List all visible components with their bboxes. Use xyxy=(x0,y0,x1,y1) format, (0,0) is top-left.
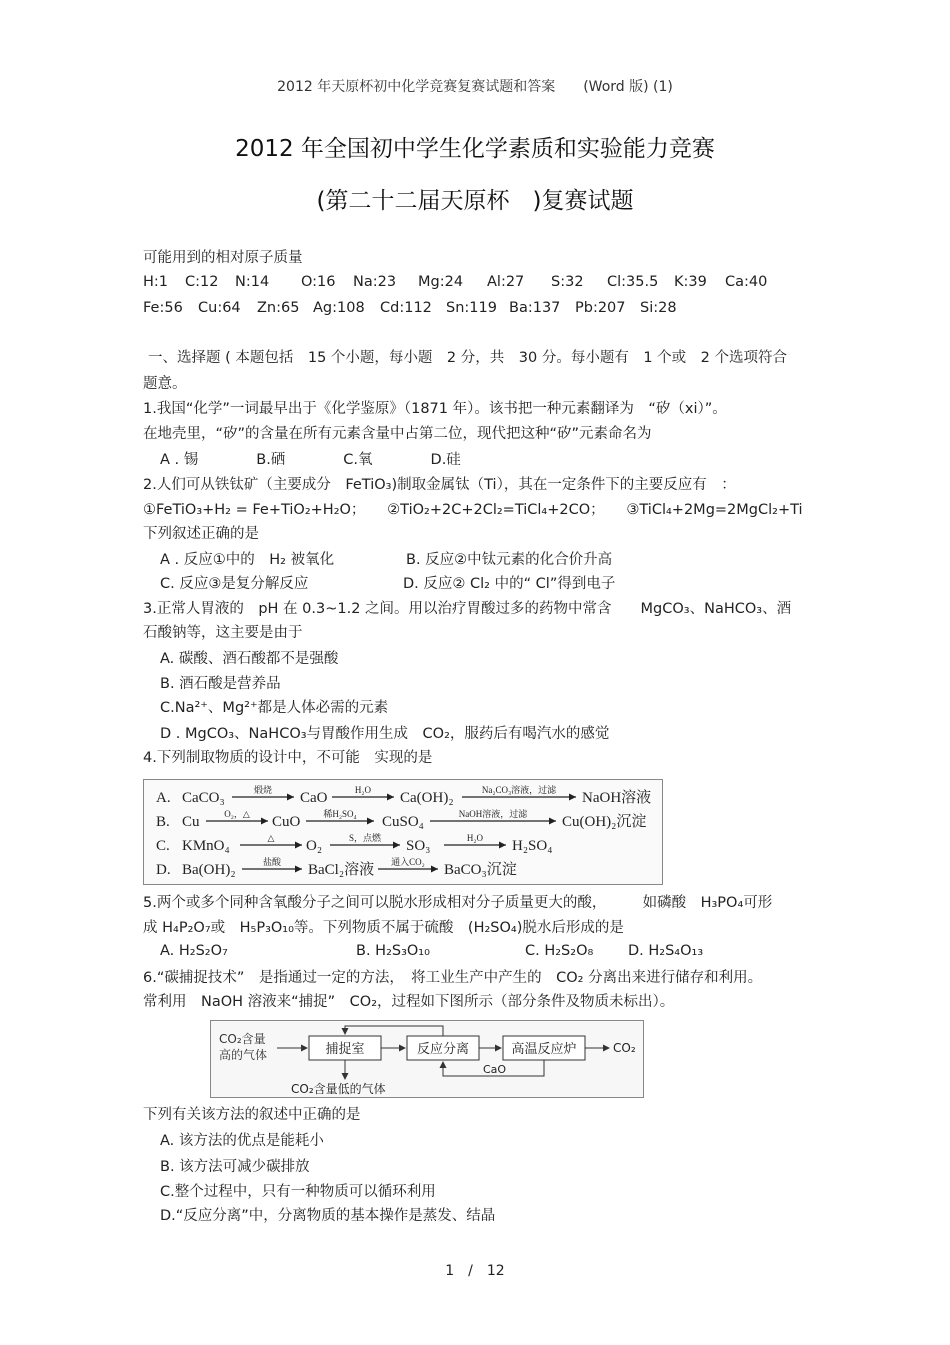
atomic-mass-item: Ca:40 xyxy=(725,274,768,290)
q1-options: A . 锡 B.硒 C.氧 D.硅 xyxy=(160,452,461,468)
q4-substance: Cu(OH)₂沉淀 xyxy=(562,814,647,830)
q4-condition: Na₂CO₃溶液，过滤 xyxy=(481,785,557,795)
q5-option-a: A. H₂S₂O₇ xyxy=(160,943,228,959)
q4-arrow-head xyxy=(431,866,438,873)
atomic-mass-item: Mg:24 xyxy=(418,274,464,290)
q4-arrow-head xyxy=(569,794,576,801)
q4-row-label: D. xyxy=(156,862,171,878)
q5-stem: 5.两个或多个同种含氧酸分子之间可以脱水形成相对分子质量更大的酸， 如磷酸 H₃PO₄可形 xyxy=(143,895,773,911)
q4-reaction-svg xyxy=(144,780,662,884)
q4-substance: CuSO₄ xyxy=(382,814,424,830)
atomic-mass-item: C:12 xyxy=(185,274,219,290)
atomic-mass-item: Cd:112 xyxy=(380,300,432,316)
atomic-mass-item: Al:27 xyxy=(487,274,525,290)
q4-condition: △ xyxy=(267,833,275,843)
diagram-low-co2-label: CO₂含量低的气体 xyxy=(291,1082,386,1096)
diagram-loop-top xyxy=(345,1026,443,1036)
q4-stem: 4.下列制取物质的设计中，不可能 实现的是 xyxy=(143,750,433,766)
q3-stem-cont: 石酸钠等，这主要是由于 xyxy=(143,625,303,641)
q4-substance: KMnO₄ xyxy=(182,838,230,854)
q4-arrow-head xyxy=(295,866,302,873)
atomic-mass-item: Ag:108 xyxy=(313,300,365,316)
atomic-mass-item: O:16 xyxy=(301,274,336,290)
atomic-mass-item: Fe:56 xyxy=(143,300,183,316)
diagram-box-furnace-label: 高温反应炉 xyxy=(511,1042,577,1057)
q6-option-c: C.整个过程中，只有一种物质可以循环利用 xyxy=(160,1184,436,1200)
q4-arrow-head xyxy=(499,842,506,849)
q4-condition: 盐酸 xyxy=(262,857,282,867)
q3-option-a: A. 碳酸、酒石酸都不是强酸 xyxy=(160,651,339,667)
q4-condition: H₂O xyxy=(354,785,372,795)
atomic-mass-item: Pb:207 xyxy=(575,300,626,316)
q4-substance: O₂ xyxy=(306,838,323,854)
q6-diagram-svg xyxy=(211,1021,643,1097)
atomic-mass-item: Sn:119 xyxy=(446,300,497,316)
atomic-mass-heading: 可能用到的相对原子质量 xyxy=(143,250,303,266)
q3-option-b: B. 酒石酸是营养品 xyxy=(160,676,281,692)
q6-stem-cont: 常利用 NaOH 溶液来“捕捉” CO₂，过程如下图所示（部分条件及物质未标出）。 xyxy=(143,994,675,1010)
title-line-1: 2012 年全国初中学生化学素质和实验能力竞赛 xyxy=(235,136,715,162)
atomic-mass-item: Ba:137 xyxy=(509,300,561,316)
q2-option-d: D. 反应② Cl₂ 中的“ Cl”得到电子 xyxy=(403,576,616,592)
diagram-input-label-1: CO₂含量 xyxy=(219,1032,266,1046)
atomic-mass-item: Cu:64 xyxy=(198,300,241,316)
q5-option-b: B. H₂S₃O₁₀ xyxy=(356,943,430,959)
q2-option-c: C. 反应③是复分解反应 xyxy=(160,576,309,592)
q6-question: 下列有关该方法的叙述中正确的是 xyxy=(143,1107,361,1123)
q6-option-b: B. 该方法可减少碳排放 xyxy=(160,1159,310,1175)
diagram-box-capture-label: 捕捉室 xyxy=(325,1042,365,1057)
q1-stem-cont: 在地壳里，“矽”的含量在所有元素含量中占第二位，现代把这种“矽”元素命名为 xyxy=(143,426,652,442)
q4-arrow-head xyxy=(287,794,294,801)
diagram-cao-label: CaO xyxy=(483,1063,507,1076)
diagram-output-label: CO₂ xyxy=(613,1041,636,1055)
atomic-mass-item: N:14 xyxy=(235,274,270,290)
page-header: 2012 年天原杯初中化学竞赛复赛试题和答案 (Word 版) (1) xyxy=(277,79,673,95)
q4-substance: SO₃ xyxy=(406,838,431,854)
diagram-box-separation-label: 反应分离 xyxy=(416,1042,470,1057)
q4-arrow-head xyxy=(295,842,302,849)
q6-stem: 6.“碳捕捉技术” 是指通过一定的方法， 将工业生产中产生的 CO₂ 分离出来进行储存和利用。 xyxy=(143,970,763,986)
q6-process-diagram xyxy=(210,1020,644,1098)
q4-arrow-head xyxy=(367,818,374,825)
q4-row-label: B. xyxy=(156,814,170,830)
q4-arrow-head xyxy=(387,794,394,801)
q2-question: 下列叙述正确的是 xyxy=(143,526,259,542)
q4-reaction-table xyxy=(143,779,663,885)
q2-option-a: A . 反应①中的 H₂ 被氧化 xyxy=(160,552,335,568)
atomic-mass-item: K:39 xyxy=(674,274,707,290)
q6-option-d: D.“反应分离”中，分离物质的基本操作是蒸发、结晶 xyxy=(160,1208,496,1224)
q4-substance: Ba(OH)₂ xyxy=(182,862,236,878)
q3-option-c: C.Na²⁺、Mg²⁺都是人体必需的元素 xyxy=(160,700,389,716)
diagram-input-label-2: 高的气体 xyxy=(219,1048,268,1062)
q4-condition: 煅烧 xyxy=(253,785,273,795)
q3-stem: 3.正常人胃液的 pH 在 0.3~1.2 之间。用以治疗胃酸过多的药物中常含 MgCO₃、NaHCO₃、酒 xyxy=(143,601,792,617)
q4-condition: S，点燃 xyxy=(348,833,382,843)
q4-condition: H₂O xyxy=(466,833,484,843)
section-1-instructions: 一、选择题 ( 本题包括 15 个小题，每小题 2 分，共 30 分。每小题有 1 个或 2 个选项符合 xyxy=(148,350,787,366)
q4-substance: Cu xyxy=(182,814,200,830)
q4-substance: CuO xyxy=(272,814,301,830)
q4-substance: BaCO₃沉淀 xyxy=(444,862,517,878)
q4-substance: CaCO₃ xyxy=(182,790,225,806)
q4-condition: O₂，△ xyxy=(224,809,250,819)
atomic-mass-item: Na:23 xyxy=(353,274,397,290)
q4-substance: H₂SO₄ xyxy=(512,838,553,854)
q4-arrow-head xyxy=(393,842,400,849)
q5-option-d: D. H₂S₄O₁₃ xyxy=(628,943,704,959)
q4-arrow-head xyxy=(261,818,268,825)
title-line-2: (第二十二届天原杯 )复赛试题 xyxy=(316,188,634,214)
q4-condition: 稀H₂SO₄ xyxy=(323,809,357,819)
q5-option-c: C. H₂S₂O₈ xyxy=(525,943,594,959)
page-number: 1 / 12 xyxy=(445,1263,505,1279)
q4-condition: 通入CO₂ xyxy=(391,857,425,867)
q2-option-b: B. 反应②中钛元素的化合价升高 xyxy=(406,552,613,568)
q4-substance: CaO xyxy=(300,790,328,806)
atomic-mass-item: H:1 xyxy=(143,274,169,290)
q5-stem-cont: 成 H₄P₂O₇或 H₅P₃O₁₀等。下列物质不属于硫酸 (H₂SO₄)脱水后形成的是 xyxy=(143,920,624,936)
atomic-mass-item: Zn:65 xyxy=(257,300,300,316)
section-1-instructions-cont: 题意。 xyxy=(143,376,187,392)
q2-reactions: ①FeTiO₃+H₂ = Fe+TiO₂+H₂O； ②TiO₂+2C+2Cl₂=TiCl₄+2CO； ③TiCl₄+2Mg=2MgCl₂+Ti xyxy=(143,502,803,518)
q2-stem: 2.人们可从铁钛矿（主要成分 FeTiO₃)制取金属钛（Ti），其在一定条件下的主要反应有 ： xyxy=(143,477,736,493)
atomic-mass-item: S:32 xyxy=(551,274,584,290)
atomic-mass-item: Si:28 xyxy=(640,300,677,316)
atomic-mass-item: Cl:35.5 xyxy=(607,274,659,290)
q4-condition: NaOH溶液，过滤 xyxy=(458,809,528,819)
q4-row-label: C. xyxy=(156,838,170,854)
q4-substance: BaCl₂溶液 xyxy=(308,862,375,878)
q3-option-d: D . MgCO₃、NaHCO₃与胃酸作用生成 CO₂，服药后有喝汽水的感觉 xyxy=(160,726,610,742)
q1-stem: 1.我国“化学”一词最早出于《化学鉴原》（1871 年）。该书把一种元素翻译为 “矽（xi）”。 xyxy=(143,401,727,417)
q4-substance: NaOH溶液 xyxy=(582,790,652,806)
q6-option-a: A. 该方法的优点是能耗小 xyxy=(160,1133,324,1149)
q4-substance: Ca(OH)₂ xyxy=(400,790,454,806)
q4-arrow-head xyxy=(549,818,556,825)
q4-row-label: A. xyxy=(156,790,171,806)
